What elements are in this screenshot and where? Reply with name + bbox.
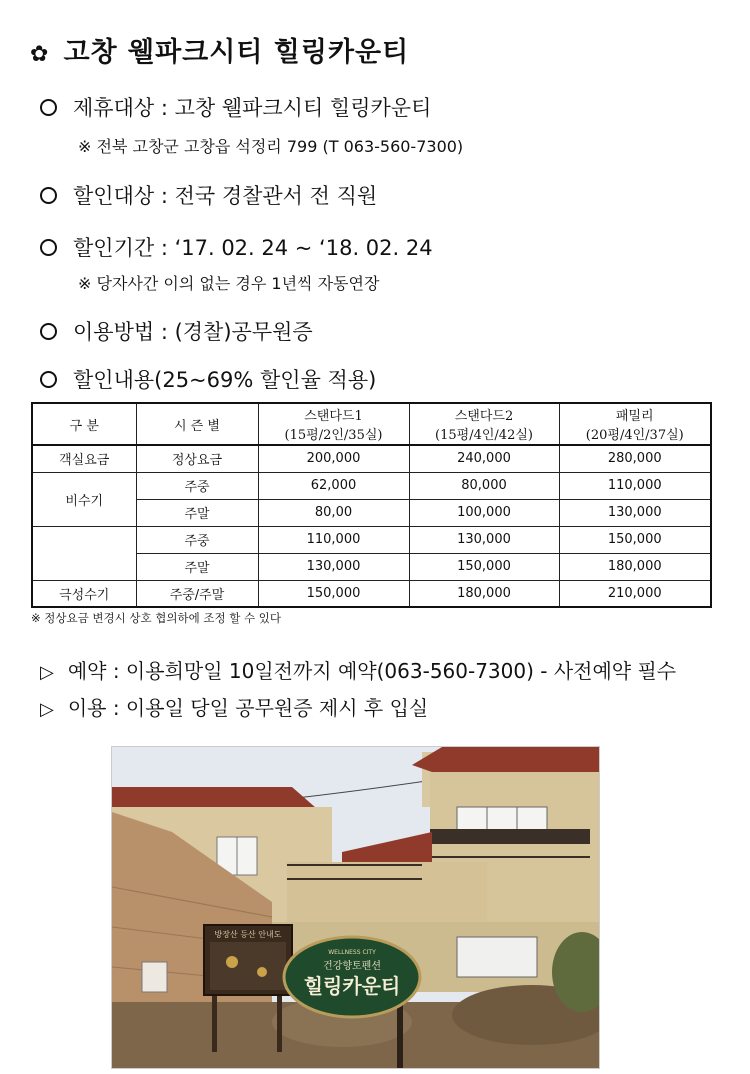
flower-icon: ✿ (30, 42, 50, 67)
table-row (32, 526, 711, 553)
partner-line (40, 92, 431, 122)
cell-season: 주말 (136, 499, 258, 526)
cell-standard2: 180,000 (409, 580, 559, 607)
cell-standard2: 150,000 (409, 553, 559, 580)
circle-bullet-icon (40, 371, 57, 388)
partner-address-note: ※ 전북 고창군 고창읍 석정리 799 (T 063-560-7300) (78, 137, 464, 156)
header-standard2-sub: (15평/4인/42실) (435, 428, 533, 443)
circle-bullet-icon (40, 187, 57, 204)
sign-main-text: 힐링카운티 (303, 974, 401, 998)
cell-standard2: 80,000 (409, 472, 559, 499)
header-family-sub: (20평/4인/37실) (585, 428, 684, 443)
header-division: 구 분 (32, 403, 136, 445)
cell-standard1: 200,000 (258, 445, 409, 472)
cell-family: 110,000 (559, 472, 711, 499)
header-standard1-name: 스탠다드1 (304, 409, 363, 424)
header-family-name: 패밀리 (615, 409, 654, 424)
cell-family: 150,000 (559, 526, 711, 553)
page-title-text: 고창 웰파크시티 힐링카운티 (63, 37, 410, 68)
cell-standard2: 100,000 (409, 499, 559, 526)
cell-standard1: 150,000 (258, 580, 409, 607)
sign-top-text: 건강향토펜션 (323, 961, 381, 972)
triangle-right-icon: ▷ (40, 662, 54, 683)
method-label: 이용방법 : (경찰)공무원증 (73, 320, 313, 344)
cell-season: 정상요금 (136, 445, 258, 472)
cell-family: 280,000 (559, 445, 711, 472)
cell-season: 주말 (136, 553, 258, 580)
cell-standard1: 62,000 (258, 472, 409, 499)
header-standard1-sub: (15평/2인/35실) (284, 428, 383, 443)
cell-standard1: 110,000 (258, 526, 409, 553)
cell-standard2: 130,000 (409, 526, 559, 553)
period-label: 할인기간 : ‘17. 02. 24 ~ ‘18. 02. 24 (73, 236, 433, 260)
rate-table (31, 402, 712, 608)
page-title (30, 30, 409, 69)
cell-division: 비수기 (32, 472, 136, 526)
target-label: 할인대상 : 전국 경찰관서 전 직원 (73, 184, 378, 208)
method-line (40, 316, 313, 346)
partner-label: 제휴대상 : 고창 웰파크시티 힐링카운티 (73, 96, 432, 120)
header-standard2 (409, 403, 559, 445)
header-season: 시 즌 별 (136, 403, 258, 445)
header-family (559, 403, 711, 445)
cell-division: 객실요금 (32, 445, 136, 472)
header-standard2-name: 스탠다드2 (454, 409, 514, 424)
table-row (32, 472, 711, 499)
circle-bullet-icon (40, 323, 57, 340)
period-note: ※ 당자사간 이의 없는 경우 1년씩 자동연장 (78, 274, 380, 293)
period-line (40, 232, 433, 262)
table-note: ※ 정상요금 변경시 상호 협의하에 조정 할 수 있다 (31, 611, 281, 625)
table-row (32, 445, 711, 472)
usage-label: 이용 : 이용일 당일 공무원증 제시 후 입실 (67, 696, 429, 720)
cell-standard2: 240,000 (409, 445, 559, 472)
usage-line (40, 692, 428, 721)
sign-small-text: WELLNESS CITY (328, 949, 376, 956)
cell-division (32, 526, 136, 580)
cell-standard1: 80,00 (258, 499, 409, 526)
circle-bullet-icon (40, 239, 57, 256)
triangle-right-icon: ▷ (40, 699, 54, 720)
content-line (40, 364, 376, 394)
cell-season: 주중 (136, 472, 258, 499)
circle-bullet-icon (40, 99, 57, 116)
table-row (32, 580, 711, 607)
reservation-line (40, 655, 676, 684)
pension-photo (111, 746, 600, 1069)
map-sign-title: 방장산 등산 안내도 (214, 930, 282, 939)
table-header-row (32, 403, 711, 445)
cell-family: 130,000 (559, 499, 711, 526)
pension-photo-illustration (112, 747, 600, 1069)
target-line (40, 180, 377, 210)
cell-standard1: 130,000 (258, 553, 409, 580)
cell-season: 주중 (136, 526, 258, 553)
cell-season: 주중/주말 (136, 580, 258, 607)
cell-division: 극성수기 (32, 580, 136, 607)
cell-family: 180,000 (559, 553, 711, 580)
cell-family: 210,000 (559, 580, 711, 607)
content-label: 할인내용(25~69% 할인율 적용) (73, 368, 377, 392)
reservation-label: 예약 : 이용희망일 10일전까지 예약(063-560-7300) - 사전예약 필수 (67, 659, 677, 683)
header-standard1 (258, 403, 409, 445)
